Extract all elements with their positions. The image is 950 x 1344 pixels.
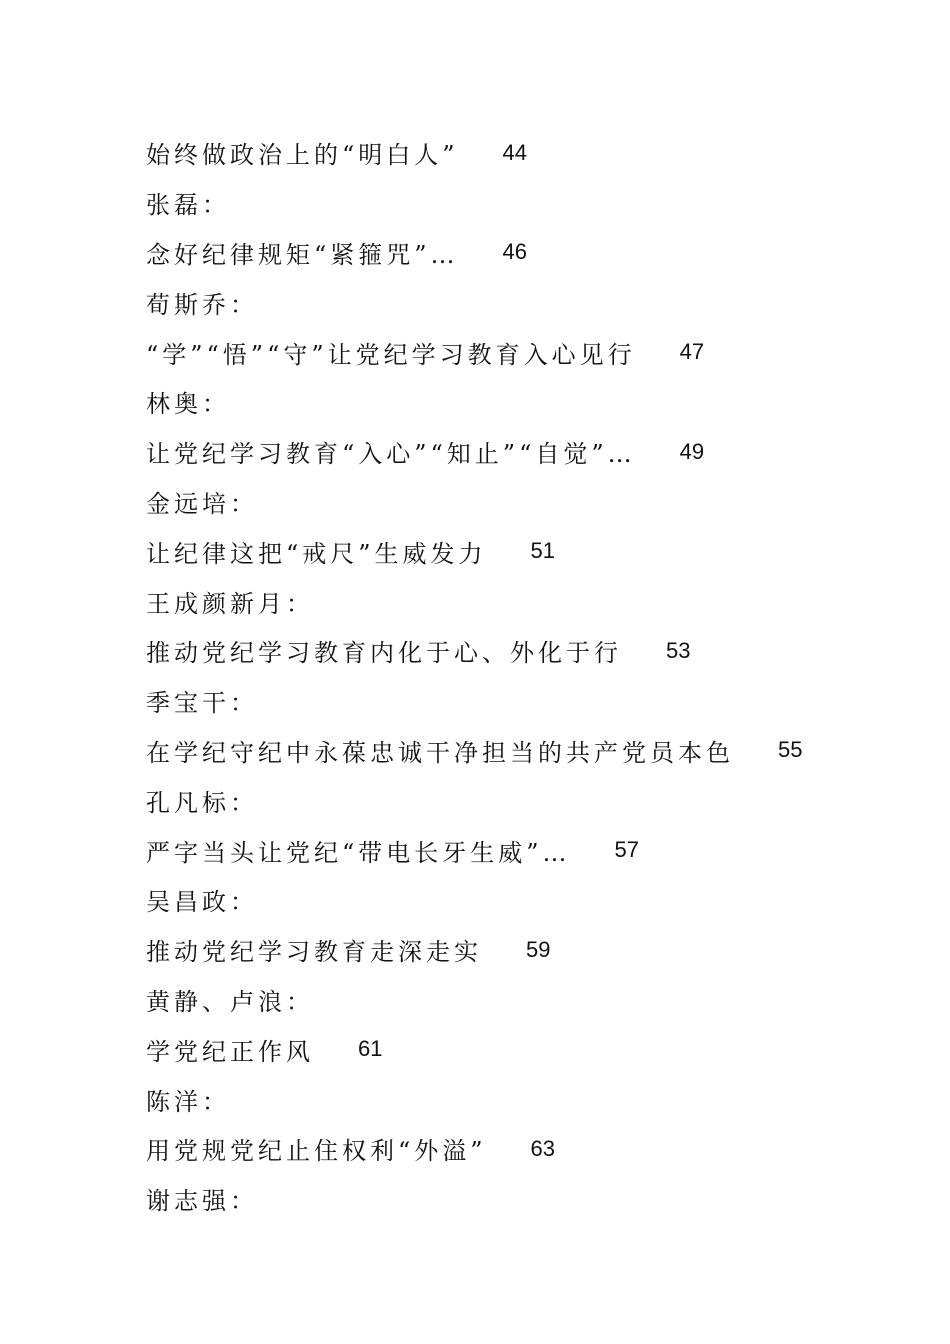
toc-author (146, 1074, 906, 1124)
toc-author (146, 875, 906, 925)
toc-author-name: 金远培： (146, 489, 258, 518)
toc-author-name: 黄静、卢浪： (146, 987, 314, 1016)
toc-entry (146, 526, 906, 576)
toc-author-name: 谢志强： (146, 1187, 258, 1216)
toc-author-name: 王成颜新月： (146, 589, 314, 618)
toc-page-number: 53 (666, 637, 691, 663)
toc-entry (146, 427, 906, 477)
toc-author (146, 277, 906, 327)
toc-author-name: 陈洋： (146, 1087, 230, 1116)
toc-author (146, 975, 906, 1025)
toc-page-number: 44 (502, 139, 528, 165)
toc-entry (146, 825, 906, 875)
toc-entry-title: 推动党纪学习教育内化于心、外化于行 (146, 639, 622, 668)
toc-entry (146, 1124, 906, 1174)
toc-author-name: 张磊： (146, 191, 230, 220)
toc-page-number: 55 (778, 737, 803, 763)
toc-entry (146, 626, 906, 676)
toc-entry (146, 925, 906, 975)
toc-entry-title: 学党纪正作风 (146, 1037, 314, 1066)
toc-entry-title: 始终做政治上的“明白人” (146, 141, 459, 170)
toc-page-number: 51 (530, 538, 556, 564)
toc-author (146, 775, 906, 825)
toc-author (146, 1174, 906, 1224)
toc-entry-title: 念好纪律规矩“紧箍咒”… (146, 240, 459, 269)
toc-entry-title: 在学纪守纪中永葆忠诚干净担当的共产党员本色 (146, 738, 734, 767)
toc-author-name: 孔凡标： (146, 788, 258, 817)
toc-entry-title: “学”“悟”“守”让党纪学习教育入心见行 (146, 340, 636, 369)
toc-page-number: 61 (358, 1036, 383, 1062)
toc-page-number: 59 (526, 936, 551, 962)
toc-author-name: 吴昌政： (146, 888, 258, 917)
table-of-contents (146, 128, 906, 1224)
toc-author (146, 477, 906, 527)
toc-entry (146, 726, 906, 776)
toc-page-number: 49 (679, 438, 705, 464)
toc-author (146, 377, 906, 427)
toc-entry (146, 128, 906, 178)
toc-entry (146, 228, 906, 278)
toc-author (146, 676, 906, 726)
toc-entry-title: 用党规党纪止住权利“外溢” (146, 1137, 487, 1166)
toc-page-number: 46 (502, 239, 528, 265)
toc-page-number: 57 (614, 837, 640, 863)
toc-entry (146, 1024, 906, 1074)
toc-author-name: 季宝干： (146, 689, 258, 718)
toc-author (146, 178, 906, 228)
toc-author-name: 荀斯乔： (146, 290, 258, 319)
toc-page-number: 63 (530, 1135, 556, 1161)
toc-entry-title: 推动党纪学习教育走深走实 (146, 938, 482, 967)
toc-entry-title: 让纪律这把“戒尺”生威发力 (146, 539, 487, 568)
toc-author (146, 576, 906, 626)
toc-entry-title: 严字当头让党纪“带电长牙生威”… (146, 838, 571, 867)
toc-entry-title: 让党纪学习教育“入心”“知止”“自觉”… (146, 440, 636, 469)
toc-page-number: 47 (679, 339, 705, 365)
toc-entry (146, 327, 906, 377)
toc-author-name: 林奥： (146, 390, 230, 419)
